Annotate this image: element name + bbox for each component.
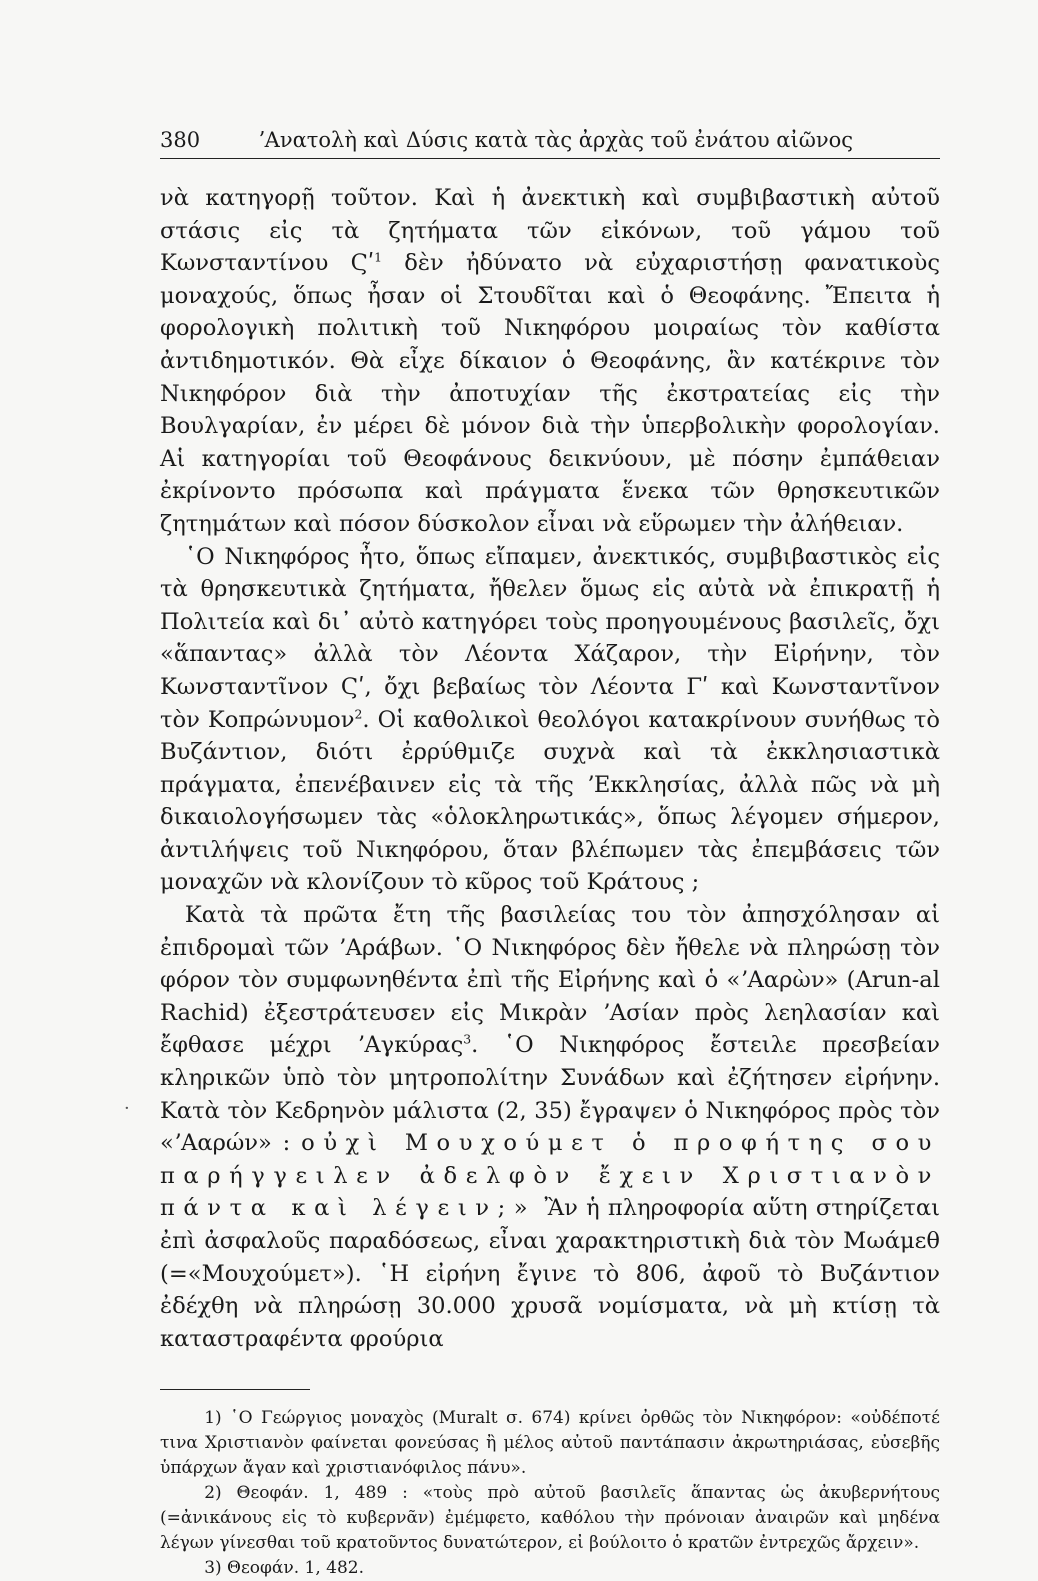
footnote-ref-1: 1	[374, 249, 383, 265]
footnote-2: 2) Θεοφάν. 1, 489 : «τοὺς πρὸ αὐτοῦ βασιλεῖς ἅπαντας ὡς ἀκυβερνήτους (=ἀνικάνους εἰς τὸ κυβερνᾶν) ἐμέμφετο, καθόλου τὴν πρόνοιαν ἀναιρῶν καὶ μηδένα λέγων γίνεσθαι τοῦ κρατοῦντος δυνατώτερον, εἰ βούλοιτο ὁ κρατῶν ἐντρεχῶς ἄρχειν».	[160, 1483, 940, 1554]
footnote-ref-3: 3	[463, 1031, 472, 1047]
paragraph-3-text-b: . ῾Ο Νικηφόρος ἔστειλε πρεσβείαν κληρικῶν ὑπὸ τὸν μητροπολίτην Συνάδων καὶ ἐζήτησεν εἰρήνην. Κατὰ τὸν Κεδρηνὸν μάλιστα (2, 35) ἔγραψεν ὁ Νικηφόρος πρὸς τὸν «ʼΑαρών» :	[160, 1032, 940, 1157]
paragraph-1-text-b: δὲν ἠδύνατο νὰ εὐχαριστήσῃ φανατικοὺς μοναχούς, ὅπως ἦσαν οἱ Στουδῖται καὶ ὁ Θεοφάνης. Ἔπειτα ἡ φορολογικὴ πολιτικὴ τοῦ Νικηφόρου μοιραίως τὸν καθίστα ἀντιδημοτικόν. Θὰ εἶχε δίκαιον ὁ Θεοφάνης, ἂν κατέκρινε τὸν Νικηφόρον διὰ τὴν ἀποτυχίαν τῆς ἐκστρατείας εἰς τὴν Βουλγαρίαν, ἐν μέρει δὲ μόνον διὰ τὴν ὑπερβολικὴν φορολογίαν. Αἱ κατηγορίαι τοῦ Θεοφάνους δεικνύουν, μὲ πόσην ἐμπάθειαν ἐκρίνοντο πρόσωπα καὶ πράγματα ἕνεκα τῶν θρησκευτικῶν ζητημάτων καὶ πόσον δύσκολον εἶναι νὰ εὕρωμεν τὴν ἀλήθειαν.	[160, 250, 941, 537]
paragraph-3-text-c: Ἂν ἡ πληροφορία αὕτη στηρίζεται ἐπὶ ἀσφαλοῦς παραδόσεως, εἶναι χαρακτηριστικὴ διὰ τὸν Μωάμεθ (=«Μουχούμετ»). ῾Η εἰρήνη ἔγινε τὸ 806, ἀφοῦ τὸ Βυζάντιον ἐδέχθη νὰ πληρώσῃ 30.000 χρυσᾶ νομίσματα, νὰ μὴ κτίσῃ τὰ καταστραφέντα φρούρια	[160, 1195, 940, 1352]
spaced-quotation: οὐχὶ Μουχούμετ ὁ προφήτης σου παρήγγειλεν ἀδελφὸν ἔχειν Χριστιανὸν πάντα καὶ λέγειν;»	[160, 1130, 941, 1222]
main-text	[160, 182, 940, 1355]
paragraph-3-text-a: Κατὰ τὰ πρῶτα ἔτη τῆς βασιλείας του τὸν ἀπησχόλησαν αἱ ἐπιδρομαὶ τῶν ʼΑράβων. ῾Ο Νικηφόρος δὲν ἤθελε νὰ πληρώσῃ τὸν φόρον τὸν συμφωνηθέντα ἐπὶ τῆς Εἰρήνης καὶ ὁ «ʼΑαρὼν» (Arun-al Rachid) ἐξεστράτευσεν εἰς Μικρὰν ʼΑσίαν πρὸς λεηλασίαν καὶ ἔφθασε μέχρι ʼΑγκύρας	[160, 902, 940, 1059]
running-title: ʼΑνατολὴ καὶ Δύσις κατὰ τὰς ἀρχὰς τοῦ ἐνάτου αἰῶνος	[258, 128, 853, 152]
paragraph-1-text-a: νὰ κατηγορῇ τοῦτον. Καὶ ἡ ἀνεκτικὴ καὶ συμβιβαστικὴ αὐτοῦ στάσις εἰς τὰ ζητήματα τῶν εἰκόνων, τοῦ γάμου τοῦ Κωνσταντίνου Ϛʹ	[160, 185, 940, 277]
running-header	[160, 128, 940, 159]
footnote-3: 3) Θεοφάν. 1, 482.	[204, 1558, 365, 1579]
paragraph-2	[160, 541, 940, 900]
page-number: 380	[160, 128, 201, 152]
margin-mark: ·	[124, 1098, 130, 1119]
page	[160, 128, 940, 1581]
paragraph-3	[160, 899, 940, 1355]
footnote-ref-2: 2	[354, 705, 363, 721]
paragraph-1	[160, 182, 940, 541]
paragraph-2-text-a: ῾Ο Νικηφόρος ἦτο, ὅπως εἴπαμεν, ἀνεκτικός, συμβιβαστικὸς εἰς τὰ θρησκευτικὰ ζητήματα, ἤθελεν ὅμως εἰς αὐτὰ νὰ ἐπικρατῇ ἡ Πολιτεία καὶ δι᾽ αὐτὸ κατηγόρει τοὺς προηγουμένους βασιλεῖς, ὄχι «ἅπαντας» ἀλλὰ τὸν Λέοντα Χάζαρον, τὴν Εἰρήνην, τὸν Κωνσταντῖνον Ϛʹ, ὄχι βεβαίως τὸν Λέοντα Γʹ καὶ Κωνσταντῖνον τὸν Κοπρώνυμον	[160, 543, 940, 733]
paragraph-2-text-b: . Οἱ καθολικοὶ θεολόγοι κατακρίνουν συνήθως τὸ Βυζάντιον, διότι ἐρρύθμιζε συχνὰ καὶ τὰ ἐκκλησιαστικὰ πράγματα, ἐπενέβαινεν εἰς τὰ τῆς ʼΕκκλησίας, ἀλλὰ πῶς νὰ μὴ δικαιολογήσωμεν τὰς «ὁλοκληρωτικάς», ὅπως λέγομεν σήμερον, ἀντιλήψεις τοῦ Νικηφόρου, ὅταν βλέπωμεν τὰς ἐπεμβάσεις τῶν μοναχῶν νὰ κλονίζουν τὸ κῦρος τοῦ Κράτους ;	[160, 706, 940, 896]
footnote-divider	[160, 1389, 310, 1390]
footnotes	[160, 1406, 940, 1581]
footnote-1: 1) ῾Ο Γεώργιος μοναχὸς (Muralt σ. 674) κρίνει ὀρθῶς τὸν Νικηφόρον: «οὐδέποτέ τινα Χριστιανὸν φαίνεται φονεύσας ἢ μέλος αὐτοῦ παντάπασιν ἀκρωτηριάσας, εὐσεβῆς ὑπάρχων ἄγαν καὶ χριστιανόφιλος πάνυ».	[160, 1408, 940, 1479]
